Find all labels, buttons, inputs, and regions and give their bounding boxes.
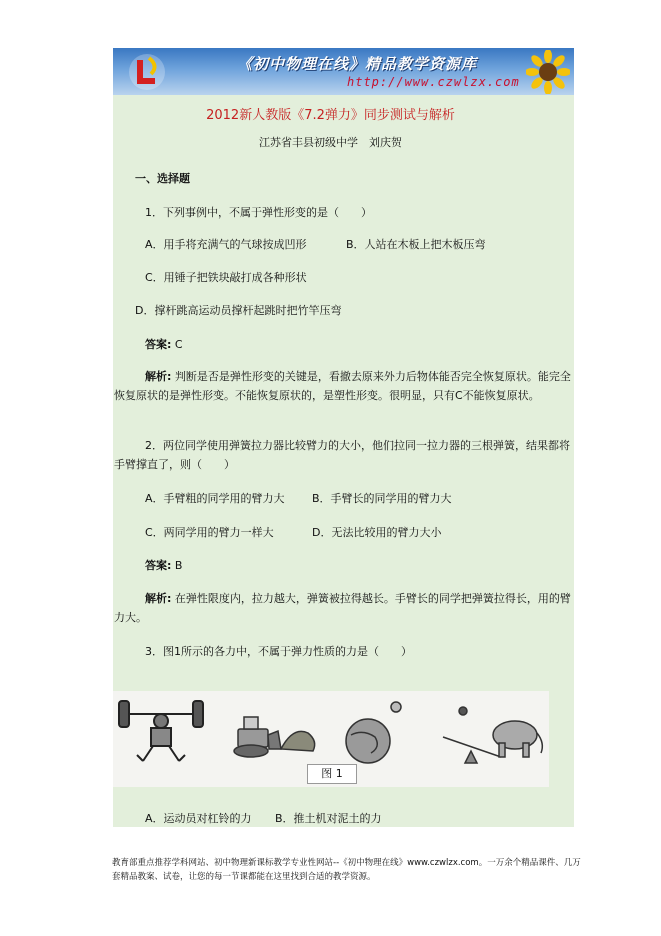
- earth-moon-icon: [346, 702, 401, 763]
- q1-option-a: A．用手将充满气的气球按成凹形: [145, 238, 307, 251]
- q2-option-c: C．两同学用的臂力一样大: [145, 526, 274, 539]
- q2-option-b: B．手臂长的同学用的臂力大: [312, 492, 452, 505]
- weightlifter-icon: [119, 701, 203, 761]
- banner-title: 《初中物理在线》精品教学资源库: [237, 55, 478, 73]
- q2-answer: 答案: B: [145, 559, 183, 572]
- bulldozer-icon: [234, 717, 315, 757]
- q3-option-a: A．运动员对杠铃的力: [145, 812, 252, 825]
- q1-option-c: C．用锤子把铁块敲打成各种形状: [145, 271, 307, 284]
- sunflower-icon: [526, 50, 570, 94]
- q2-analysis: 解析: 在弹性限度内，拉力越大，弹簧被拉得越长。手臂长的同学把弹簧拉得长，用的臂力大。: [114, 592, 571, 624]
- document-author: 江苏省丰县初级中学 刘庆贺: [259, 136, 402, 149]
- q2-option-d: D．无法比较用的臂力大小: [312, 526, 442, 539]
- q2-option-a: A．手臂粗的同学用的臂力大: [145, 492, 285, 505]
- q1-answer: 答案: C: [145, 338, 183, 351]
- header-banner: [113, 48, 574, 95]
- q1-analysis: 解析: 判断是否是弹性形变的关键是，看撤去原来外力后物体能否完全恢复原状。能完全恢复原状的是弹性形变。不能恢复原状的，是塑性形变。很明显，只有C不能恢复原状。: [114, 370, 571, 402]
- figure-1: [113, 691, 549, 787]
- document-title: 2012新人教版《7.2弹力》同步测试与解析: [206, 108, 455, 123]
- figure-1-label: 图 1: [307, 764, 357, 784]
- site-logo-icon: [127, 52, 167, 92]
- q3-stem: 3．图1所示的各力中，不属于弹力性质的力是（ ）: [145, 645, 412, 658]
- section-heading: 一、选择题: [135, 172, 190, 185]
- banner-url[interactable]: http://www.czwlzx.com: [347, 75, 520, 89]
- q3-option-b: B．推土机对泥土的力: [275, 812, 382, 825]
- q1-option-b: B．人站在木板上把木板压弯: [346, 238, 486, 251]
- page-footer: 教育部重点推荐学科网站、初中物理新课标教学专业性网站--《初中物理在线》www.czwlzx.com。一万余个精品课件、几万套精品教案、试卷，让您的每一节课都能在这里找到合适的教学资源。: [112, 858, 581, 882]
- q1-option-d: D．撑杆跳高运动员撑杆起跳时把竹竿压弯: [135, 304, 342, 317]
- q2-stem: 2．两位同学使用弹簧拉力器比较臂力的大小，他们拉同一拉力器的三根弹簧，结果都将手臂撑直了，则（ ）: [114, 439, 570, 471]
- q1-stem: 1．下列事例中，不属于弹性形变的是（ ）: [145, 206, 372, 219]
- elephant-seesaw-icon: [443, 707, 542, 763]
